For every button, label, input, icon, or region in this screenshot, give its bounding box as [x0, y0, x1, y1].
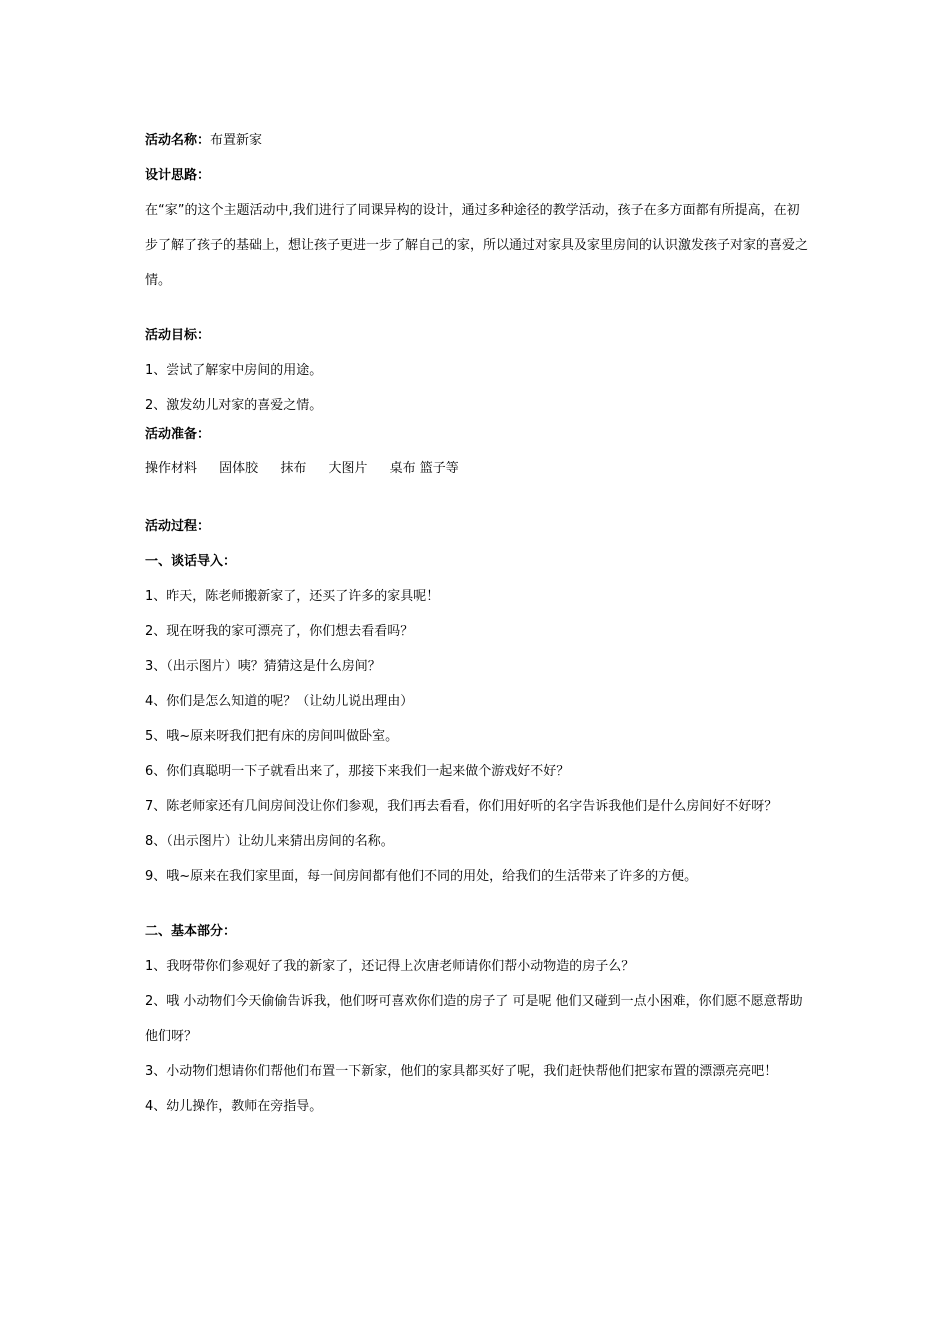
section1-item: 2、现在呀我的家可漂亮了，你们想去看看吗？	[145, 624, 414, 639]
prep-materials	[145, 449, 810, 489]
section2-item: 2、哦 小动物们今天偷偷告诉我，他们呀可喜欢你们造的房子了 可是呢 他们又碰到一点小困难，你们愿不愿意帮助他们呀？	[145, 994, 803, 1044]
activity-name-label: 活动名称：	[145, 133, 211, 148]
section1-item: 8、（出示图片）让幼儿来猜出房间的名称。	[145, 834, 394, 849]
spacer	[145, 894, 810, 914]
goal-item: 2、激发幼儿对家的喜爱之情。	[145, 398, 323, 413]
section1-item: 3、（出示图片）咦？猜猜这是什么房间？	[145, 659, 381, 674]
design-heading: 设计思路：	[145, 168, 211, 183]
goals-heading: 活动目标：	[145, 328, 211, 343]
activity-name-line	[145, 123, 810, 158]
section2-title: 二、基本部分：	[145, 924, 237, 939]
section1-item: 4、你们是怎么知道的呢？（让幼儿说出理由）	[145, 694, 414, 709]
spacer	[145, 298, 810, 318]
section1-item: 9、哦~原来在我们家里面，每一间房间都有他们不同的用处，给我们的生活带来了许多的方便。	[145, 869, 698, 884]
section2-item: 1、我呀带你们参观好了我的新家了，还记得上次唐老师请你们帮小动物造的房子么？	[145, 959, 635, 974]
section1-item: 5、哦~原来呀我们把有床的房间叫做卧室。	[145, 729, 399, 744]
process-heading: 活动过程：	[145, 519, 211, 534]
prep-heading: 活动准备：	[145, 427, 211, 442]
activity-name-value: 布置新家	[210, 133, 263, 148]
spacer	[145, 489, 810, 509]
section1-item: 1、昨天，陈老师搬新家了，还买了许多的家具呢！	[145, 589, 440, 604]
document-page	[145, 123, 810, 1124]
section1-title: 一、谈话导入：	[145, 554, 237, 569]
goal-item: 1、尝试了解家中房间的用途。	[145, 363, 323, 378]
prep-item: 固体胶	[219, 461, 259, 476]
section2-item: 4、幼儿操作，教师在旁指导。	[145, 1099, 323, 1114]
section1-item: 7、陈老师家还有几间房间没让你们参观，我们再去看看，你们用好听的名字告诉我他们是什么房间好不好呀？	[145, 799, 778, 814]
prep-item: 大图片	[328, 461, 368, 476]
prep-item: 操作材料	[145, 461, 198, 476]
prep-item: 桌布 篮子等	[389, 461, 459, 476]
design-text: 在“家”的这个主题活动中,我们进行了同课异构的设计，通过多种途径的教学活动，孩子在多方面都有所提高，在初步了解了孩子的基础上，想让孩子更进一步了解自己的家，所以通过对家具及家里房间的认识激发孩子对家的喜爱之情。	[145, 203, 809, 288]
prep-item: 抹布	[280, 461, 307, 476]
section2-item: 3、小动物们想请你们帮他们布置一下新家，他们的家具都买好了呢，我们赶快帮他们把家布置的漂漂亮亮吧！	[145, 1064, 778, 1079]
section1-item: 6、你们真聪明一下子就看出来了，那接下来我们一起来做个游戏好不好？	[145, 764, 570, 779]
